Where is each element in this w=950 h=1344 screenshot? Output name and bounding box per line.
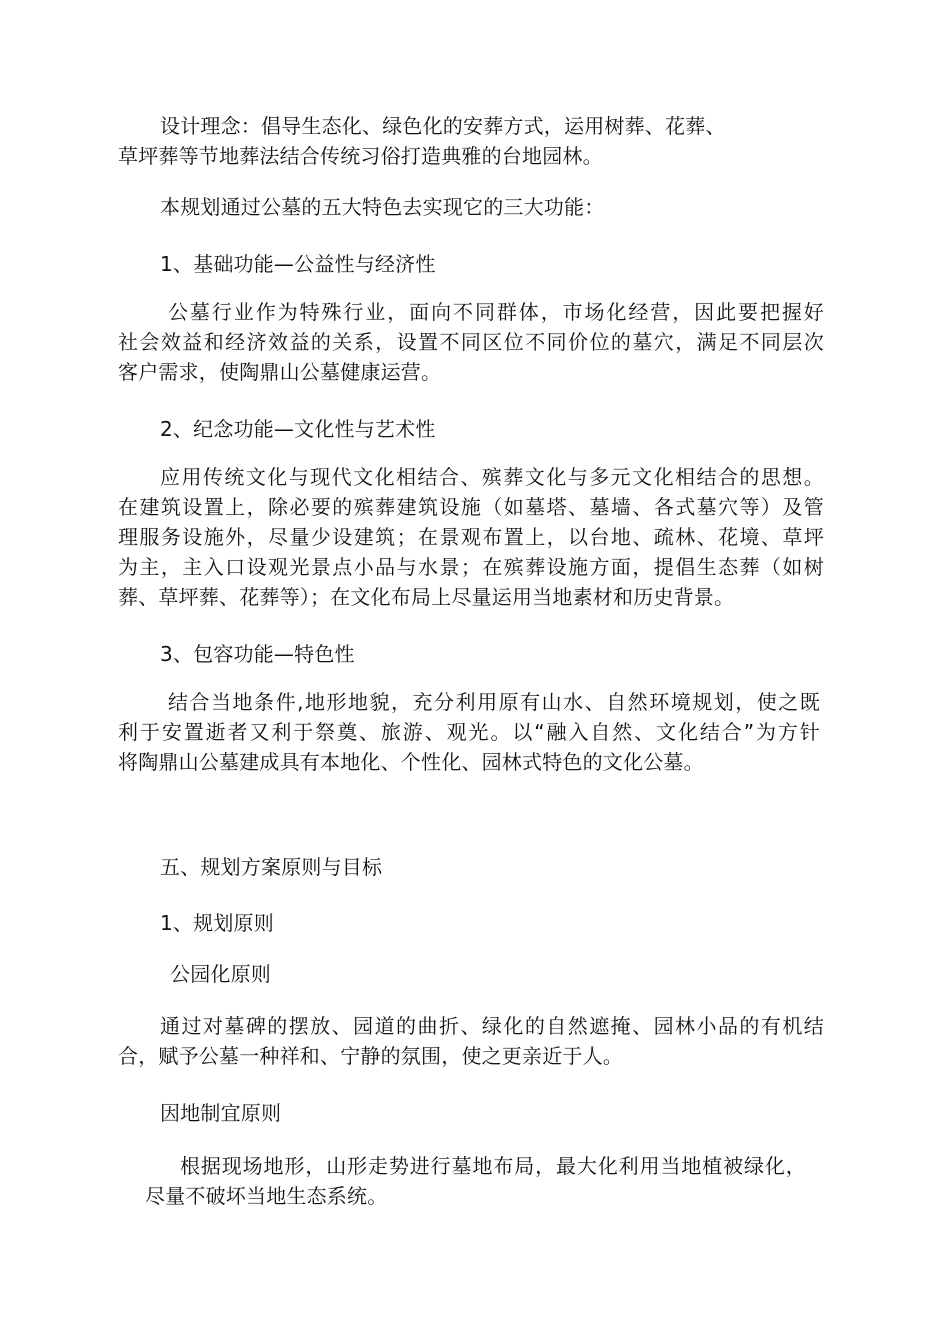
func1-line-3: 客户需求，使陶鼎山公墓健康运营。	[118, 360, 442, 384]
func3-line-1: 结合当地条件,地形地貌，充分利用原有山水、自然环境规划，使之既	[168, 690, 820, 714]
concept-line-1: 设计理念：倡导生态化、绿色化的安葬方式，运用树葬、花葬、	[160, 114, 726, 138]
func2-line-2: 在建筑设置上，除必要的殡葬建筑设施（如墓塔、墓墙、各式墓穴等）及管	[118, 495, 824, 519]
func2-heading: 2、纪念功能—文化性与艺术性	[160, 417, 436, 441]
func1-line-2: 社会效益和经济效益的关系，设置不同区位不同价位的墓穴，满足不同层次	[118, 330, 824, 354]
func2-line-5: 葬、草坪葬、花葬等）；在文化布局上尽量运用当地素材和历史背景。	[118, 585, 735, 609]
func2-line-4: 为主，主入口设观光景点小品与水景；在殡葬设施方面，提倡生态葬（如树	[118, 555, 824, 579]
local-principle-heading: 因地制宜原则	[160, 1101, 282, 1125]
local-principle-line-1: 根据现场地形，山形走势进行墓地布局，最大化利用当地植被绿化，	[180, 1154, 806, 1178]
park-principle-line-1: 通过对墓碑的摆放、园道的曲折、绿化的自然遮掩、园林小品的有机结	[160, 1014, 824, 1038]
planning-principles-heading: 1、规划原则	[160, 911, 274, 935]
func3-line-2: 利于安置逝者又利于祭奠、旅游、观光。以“融入自然、文化结合”为方针	[118, 720, 820, 744]
local-principle-line-2: 尽量不破坏当地生态系统。	[145, 1184, 388, 1208]
park-principle-line-2: 合，赋予公墓一种祥和、宁静的氛围，使之更亲近于人。	[118, 1044, 623, 1068]
func3-line-3: 将陶鼎山公墓建成具有本地化、个性化、园林式特色的文化公墓。	[118, 750, 704, 774]
func1-heading: 1、基础功能—公益性与经济性	[160, 252, 436, 276]
intro-paragraph: 本规划通过公墓的五大特色去实现它的三大功能：	[160, 195, 605, 219]
park-principle-heading: 公园化原则	[170, 962, 271, 986]
func1-line-1: 公墓行业作为特殊行业，面向不同群体，市场化经营，因此要把握好	[168, 300, 824, 324]
func2-line-1: 应用传统文化与现代文化相结合、殡葬文化与多元文化相结合的思想。	[160, 465, 824, 489]
func2-line-3: 理服务设施外，尽量少设建筑；在景观布置上，以台地、疏林、花境、草坪	[118, 525, 824, 549]
func3-heading: 3、包容功能—特色性	[160, 642, 355, 666]
concept-line-2: 草坪葬等节地葬法结合传统习俗打造典雅的台地园林。	[118, 144, 603, 168]
section5-heading: 五、规划方案原则与目标	[160, 855, 383, 879]
